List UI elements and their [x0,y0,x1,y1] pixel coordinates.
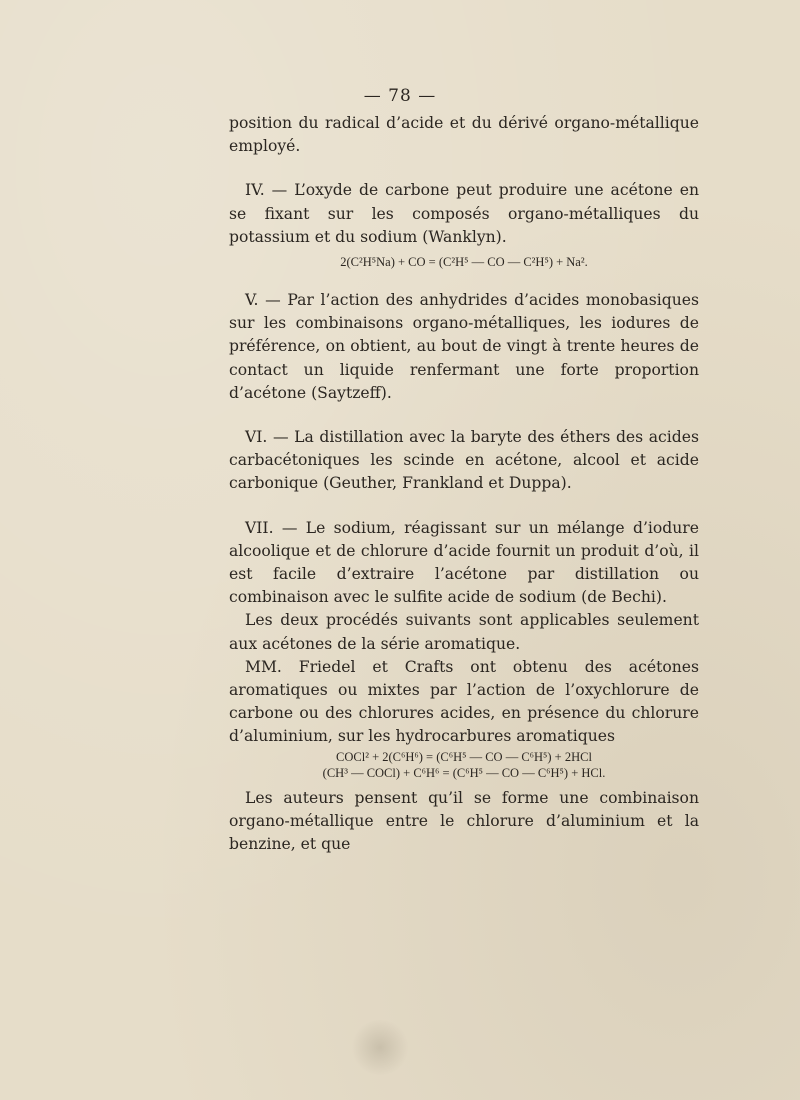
page-number: — 78 — [363,86,437,106]
paragraph-iv: IV. — L’oxyde de carbone peut produire une acétone en se fixant sur les composés organo-métalliques du potassium et du sodium (Wanklyn). [229,181,699,246]
paragraph-vii: VII. — Le sodium, réagissant sur un mélange d’iodure alcoolique et de chlorure d’acide fournit un produit d’où, il est facile d’extraire l’acétone par distillation ou combinaison avec le sulfite acide de sodium (de Bechi). [229,518,699,607]
paragraph-continuation: position du radical d’acide et du dérivé organo-métallique employé. [229,114,699,156]
paper-stain [350,1020,410,1075]
paragraph-authors: Les auteurs pensent qu’il se forme une combinaison organo-métallique entre le chlorure d’aluminium et la benzine, et que [229,788,699,854]
body-text [229,112,699,856]
formula-wanklyn: 2(C²H⁵Na) + CO = (C²H⁵ — CO — C²H⁵) + Na². [340,255,588,270]
formula-friedel-crafts-1: COCl² + 2(C⁶H⁶) = (C⁶H⁵ — CO — C⁶H⁵) + 2HCl [336,749,592,764]
paragraph-friedel-crafts: MM. Friedel et Crafts ont obtenu des acétones aromatiques ou mixtes par l’action de l’oxychlorure de carbone ou des chlorures acides, en présence du chlorure d’aluminium, sur les hydrocarbures aromatiques [229,657,699,746]
paragraph-v: V. — Par l’action des anhydrides d’acides monobasiques sur les combinaisons organo-métalliques, les iodures de préférence, on obtient, au bout de vingt à trente heures de contact un liquide renfermant une forte proportion d’acétone (Saytzeff). [229,291,699,402]
formula-friedel-crafts-2: (CH³ — COCl) + C⁶H⁶ = (C⁶H⁵ — CO — C⁶H⁵) + HCl. [322,765,606,780]
paragraph-aromatic-intro: Les deux procédés suivants sont applicables seulement aux acétones de la série aromatique. [229,611,699,653]
paragraph-vi: VI. — La distillation avec la baryte des éthers des acides carbacétoniques les scinde en acétone, alcool et acide carbonique (Geuther, Frankland et Duppa). [229,428,699,493]
